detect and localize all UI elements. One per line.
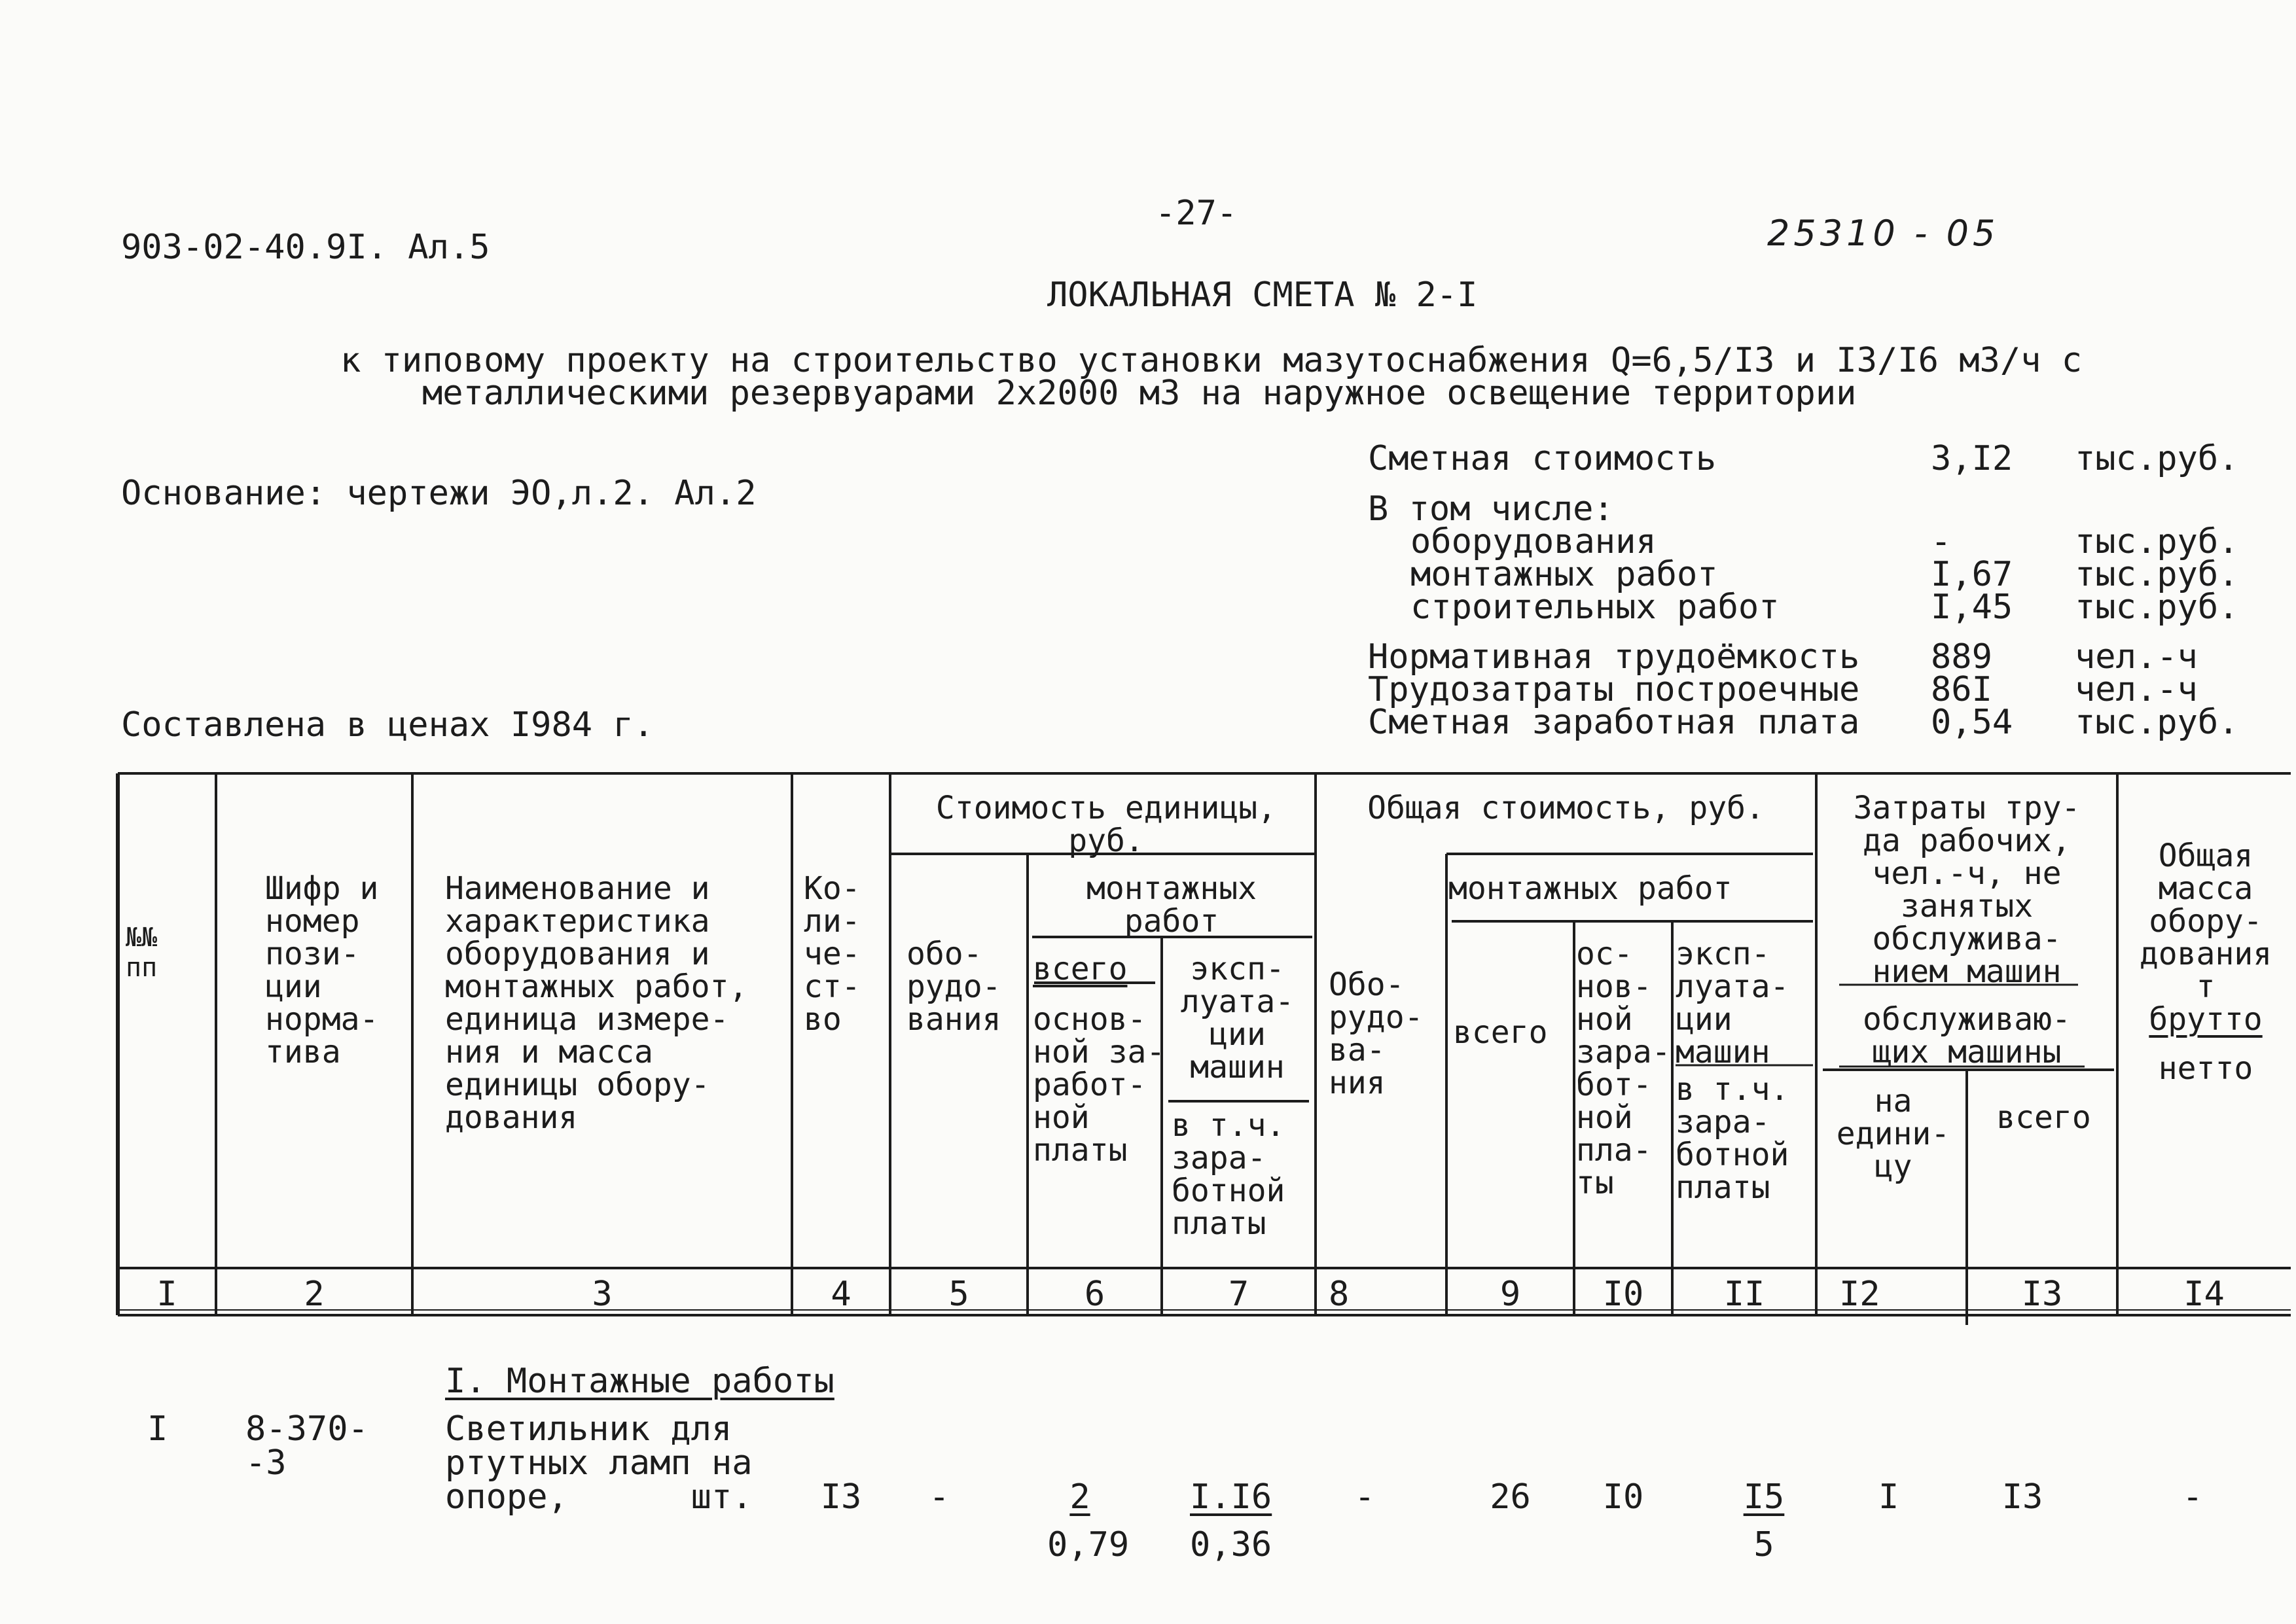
wages-label: Сметная заработная плата (1368, 703, 1860, 742)
column-number: I2 (1839, 1275, 1880, 1314)
col-header-machines-total: эксп- луата- ции машин (1676, 936, 1789, 1070)
column-number: I (156, 1275, 177, 1314)
estimate-subtitle-line1: к типовому проекту на строительство установки мазутоснабжения Q=6,5/I3 и I3/I6 м3/ч с (340, 341, 2083, 380)
col-header-mass-gross: брутто (2149, 1001, 2263, 1038)
row-equipment-unit: - (929, 1477, 950, 1517)
compiled-prices-text: Составлена в ценах I984 г. (121, 705, 654, 745)
handwritten-number: 25310 - 05 (1767, 213, 2000, 254)
column-number: I3 (2021, 1275, 2063, 1314)
column-number: 9 (1499, 1275, 1521, 1314)
row-equipment-total: - (1354, 1477, 1375, 1517)
labor-norm-unit: чел.-ч (2075, 637, 2198, 677)
column-number: I0 (1602, 1275, 1644, 1314)
col-header-machines-unit: эксп- луата- ции машин (1180, 951, 1295, 1086)
row-mount-wages-total: I0 (1602, 1477, 1644, 1517)
col-header-mass-net: нетто (2158, 1050, 2253, 1087)
row-code: 8-370- -3 (245, 1409, 368, 1483)
labor-site-label: Трудозатраты построечные (1368, 670, 1860, 709)
column-number: 2 (304, 1275, 325, 1314)
col-header-labor-per-unit: на едини- цу (1836, 1083, 1950, 1185)
basis-text: Основание: чертежи ЭО,л.2. Ал.2 (121, 474, 757, 513)
col-header-equipment-total: Обо- рудо- ва- ния (1329, 966, 1424, 1101)
row-machines-wages-total: 5 (1753, 1525, 1774, 1564)
total-cost-group-header: Общая стоимость, руб. (1367, 790, 1765, 826)
row-machines-unit: I.I6 (1190, 1477, 1272, 1517)
col-header-quantity: Ко- ли- че- ст- во (804, 870, 861, 1038)
equipment-unit: тыс.руб. (2075, 522, 2239, 561)
row-mount-total: 26 (1490, 1477, 1531, 1517)
estimated-cost-value: 3,I2 (1931, 439, 2013, 478)
mount-group-total-header: монтажных работ (1448, 870, 1732, 907)
col-header-mount-wages-total: ос- нов- ной зара- бот- ной пла- ты (1576, 936, 1671, 1201)
labor-machines-header: обслуживаю- щих машины (1863, 1001, 2071, 1070)
labor-site-value: 86I (1931, 670, 1992, 709)
col-header-code: Шифр и номер пози- ции норма- тива (265, 870, 379, 1070)
col-header-mass: Общая масса обору- дования т (2139, 838, 2272, 1005)
col-header-number: №№ пп (126, 923, 158, 983)
row-number: I (147, 1409, 168, 1449)
col-header-machines-wages-unit: в т.ч. зара- ботной платы (1172, 1107, 1285, 1242)
column-number: I4 (2183, 1275, 2225, 1314)
construction-unit: тыс.руб. (2075, 588, 2239, 627)
labor-norm-label: Нормативная трудоёмкость (1368, 637, 1860, 677)
mount-group-unit-header: монтажных работ (1086, 870, 1257, 940)
column-number: 6 (1084, 1275, 1105, 1314)
row-machines-total: I5 (1743, 1477, 1785, 1517)
construction-value: I,45 (1931, 588, 2013, 627)
wages-value: 0,54 (1931, 703, 2013, 742)
equipment-value: - (1931, 522, 1952, 561)
estimate-subtitle-line2: металлическими резервуарами 2х2000 м3 на наружное освещение территории (422, 374, 1857, 413)
estimate-title: ЛОКАЛЬНАЯ СМЕТА № 2-I (1047, 275, 1478, 315)
labor-site-unit: чел.-ч (2075, 670, 2198, 709)
column-number: II (1723, 1275, 1765, 1314)
including-label: В том числе: (1368, 489, 1614, 529)
mounting-unit: тыс.руб. (2075, 555, 2239, 594)
col-header-labor-total: всего (1996, 1099, 2091, 1136)
estimated-cost-label: Сметная стоимость (1368, 439, 1717, 478)
mounting-label: монтажных работ (1410, 555, 1718, 594)
row-mount-total-unit: 2 (1069, 1477, 1090, 1517)
row-name: Светильник для ртутных ламп на опоре, шт. (445, 1409, 753, 1517)
wages-unit: тыс.руб. (2075, 703, 2239, 742)
column-number: 5 (948, 1275, 969, 1314)
col-header-machines-wages-total: в т.ч. зара- ботной платы (1676, 1071, 1789, 1206)
equipment-label: оборудования (1410, 522, 1657, 561)
estimated-cost-unit: тыс.руб. (2075, 439, 2239, 478)
row-labor-per-unit: I (1878, 1477, 1899, 1517)
row-quantity: I3 (820, 1477, 862, 1517)
row-mount-wages-unit: 0,79 (1047, 1525, 1130, 1564)
col-header-mount-total: всего (1453, 1014, 1548, 1051)
labor-group-header: Затраты тру- да рабочих, чел.-ч, не занятых обслужива- нием машин (1853, 790, 2081, 990)
row-labor-total: I3 (2001, 1477, 2043, 1517)
section-title: I. Монтажные работы (445, 1362, 834, 1401)
col-header-mount-total-unit: всего (1033, 951, 1128, 987)
page-number: -27- (1155, 194, 1238, 233)
mounting-value: I,67 (1931, 555, 2013, 594)
row-mass: - (2182, 1477, 2203, 1517)
row-machines-wages-unit: 0,36 (1190, 1525, 1272, 1564)
column-number: 7 (1228, 1275, 1249, 1314)
doc-code: 903-02-40.9I. Ал.5 (121, 228, 490, 267)
column-number: 8 (1329, 1275, 1350, 1314)
column-number: 4 (831, 1275, 852, 1314)
unit-cost-group-header: Стоимость единицы, руб. (935, 790, 1277, 859)
col-header-name: Наименование и характеристика оборудования и монтажных работ, единица измере- ния и масса единицы обору- дования (445, 870, 748, 1136)
col-header-mount-wages-unit: основ- ной за- работ- ной платы (1033, 1001, 1166, 1169)
labor-norm-value: 889 (1931, 637, 1992, 677)
col-header-equipment-unit: обо- рудо- вания (906, 936, 1001, 1038)
construction-label: строительных работ (1410, 588, 1780, 627)
column-number: 3 (592, 1275, 613, 1314)
